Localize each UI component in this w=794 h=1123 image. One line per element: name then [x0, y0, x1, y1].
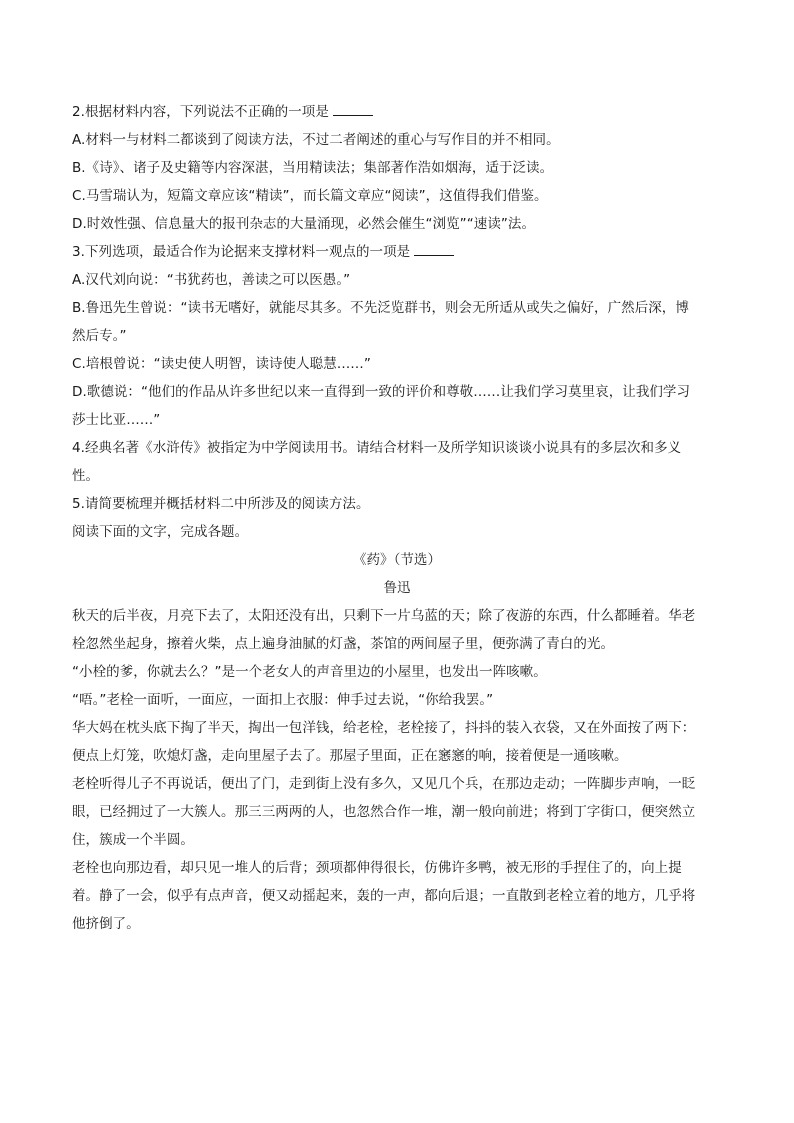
passage-author: 鲁迅	[383, 580, 411, 596]
passage-line: 栓忽然坐起身，擦着火柴，点上遍身油腻的灯盏，茶馆的两间屋子里，便弥满了青白的光。	[72, 636, 614, 652]
question-3-option-c: C.培根曾说：“读史使人明智，读诗使人聪慧……”	[72, 356, 371, 372]
passage-line: 老栓也向那边看，却只见一堆人的后背；颈项都伸得很长，仿佛许多鸭，被无形的手捏住了的，向上提	[72, 860, 682, 876]
question-3-option-b-line-1: B.鲁迅先生曾说：“读书无嗜好，就能尽其多。不先泛览群书，则会无所适从或失之偏好，广然后深，博	[72, 300, 689, 316]
question-4-line-1: 4.经典名著《水浒传》被指定为中学阅读用书。请结合材料一及所学知识谈谈小说具有的多层次和多义	[72, 440, 682, 456]
question-2-option-b: B.《诗》、诸子及史籍等内容深湛，当用精读法；集部著作浩如烟海，适于泛读。	[72, 160, 554, 176]
question-5: 5.请简要梳理并概括材料二中所涉及的阅读方法。	[72, 496, 370, 512]
question-3-option-b-line-2: 然后专。”	[72, 328, 127, 344]
passage-line: 老栓听得儿子不再说话，便出了门，走到街上没有多久，又见几个兵，在那边走动；一阵脚步声响，一眨	[72, 776, 696, 792]
question-4-line-2: 性。	[72, 468, 100, 484]
question-3-stem	[72, 238, 722, 266]
question-3-option-d-line-1: D.歌德说：“他们的作品从许多世纪以来一直得到一致的评价和尊敬……让我们学习莫里哀，让我们学习	[72, 384, 691, 400]
passage-title: 《药》（节选）	[352, 552, 442, 568]
passage-line: 着。静了一会，似乎有点声音，便又动摇起来，轰的一声，都向后退；一直散到老栓立着的地方，几乎将	[72, 888, 696, 904]
passage-line: 他挤倒了。	[72, 916, 140, 932]
question-2-option-d: D.时效性强、信息量大的报刊杂志的大量涌现，必然会催生“浏览”“速读”法。	[72, 216, 536, 232]
answer-blank[interactable]	[333, 101, 373, 116]
question-3-option-d-line-2: 莎士比亚……”	[72, 412, 161, 428]
reading-instruction: 阅读下面的文字，完成各题。	[72, 524, 249, 540]
question-2-option-c: C.马雪瑞认为，短篇文章应该“精读”，而长篇文章应“阅读”，这值得我们借鉴。	[72, 188, 548, 204]
passage-line: “小栓的爹，你就去么？”是一个老女人的声音里边的小屋里，也发出一阵咳嗽。	[72, 664, 547, 680]
passage-line: 华大妈在枕头底下掏了半天，掏出一包洋钱，给老栓，老栓接了，抖抖的装入衣袋，又在外面按了两下：	[72, 720, 696, 736]
question-2-option-a: A.材料一与材料二都谈到了阅读方法，不过二者阐述的重心与写作目的并不相同。	[72, 132, 560, 148]
question-2-stem	[72, 98, 722, 126]
answer-blank[interactable]	[414, 241, 454, 256]
question-3-stem-text: 3.下列选项，最适合作为论据来支撑材料一观点的一项是	[72, 244, 411, 260]
passage-line: 秋天的后半夜，月亮下去了，太阳还没有出，只剩下一片乌蓝的天；除了夜游的东西，什么都睡着。华老	[72, 608, 696, 624]
document-page	[72, 98, 722, 938]
passage-line: 眼，已经拥过了一大簇人。那三三两两的人，也忽然合作一堆，潮一般向前进；将到丁字街口，便突然立	[72, 804, 696, 820]
passage-line: “唔。”老栓一面听，一面应，一面扣上衣服：伸手过去说，“你给我罢。”	[72, 692, 494, 708]
question-3-option-a: A.汉代刘向说：“书犹药也，善读之可以医愚。”	[72, 272, 351, 288]
passage-line: 便点上灯笼，吹熄灯盏，走向里屋子去了。那屋子里面，正在窸窸的响，接着便是一通咳嗽。	[72, 748, 628, 764]
question-2-stem-text: 2.根据材料内容，下列说法不正确的一项是	[72, 104, 329, 120]
passage-line: 住，簇成一个半圆。	[72, 832, 194, 848]
